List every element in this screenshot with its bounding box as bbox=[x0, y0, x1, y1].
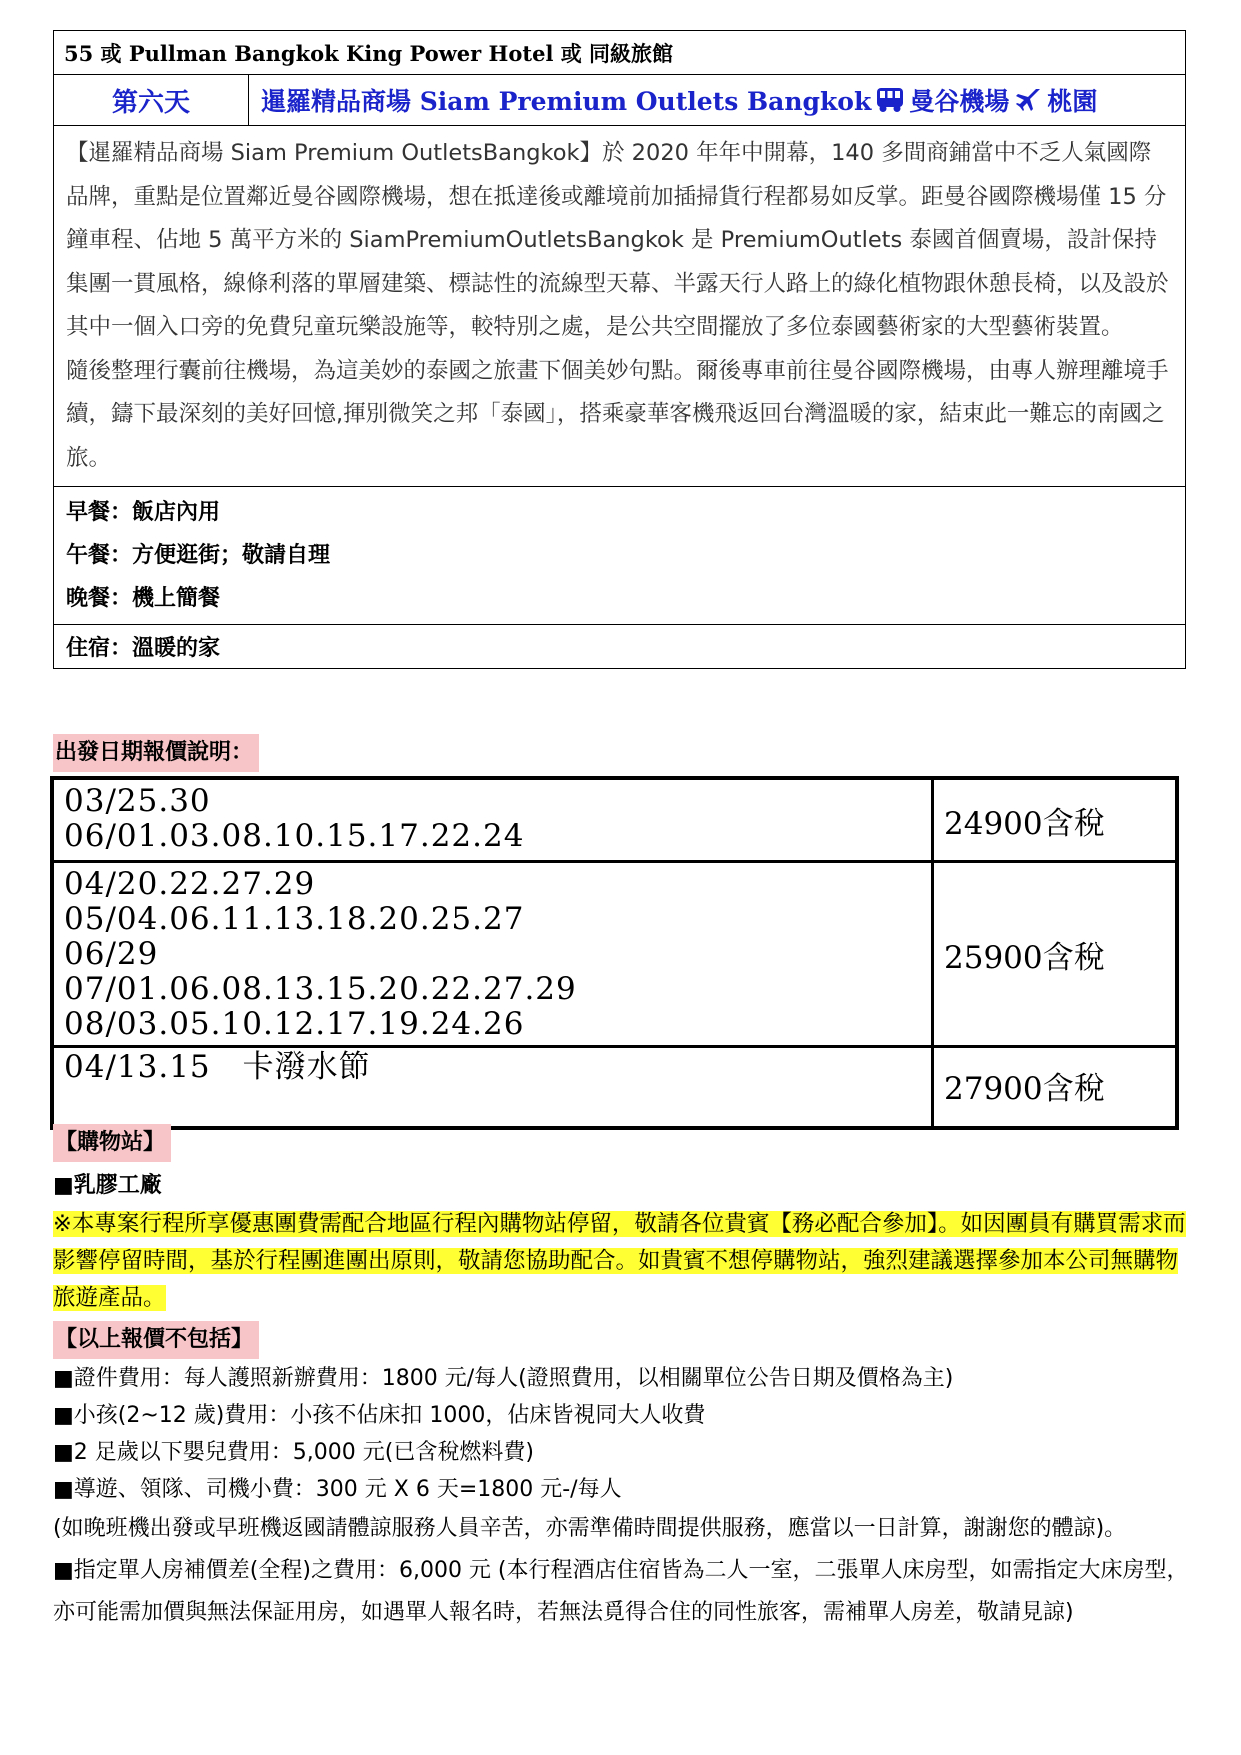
exclusion-item: ■小孩(2~12 歲)費用：小孩不佔床扣 1000，佔床皆視同大人收費 bbox=[53, 1403, 706, 1428]
date-line: 07/01.06.08.13.15.20.22.27.29 bbox=[64, 971, 577, 1007]
description-paragraph-2: 隨後整理行囊前往機場，為這美妙的泰國之旅畫下個美妙句點。爾後專車前往曼谷國際機場，由專人辦理離境手續，鑄下最深刻的美好回憶,揮別微笑之邦「泰國」，搭乘豪華客機飛返回台灣溫暖的家，結束此一難忘的南國之旅。 bbox=[66, 357, 1169, 471]
shopping-item: ■乳膠工廠 bbox=[53, 1173, 162, 1198]
day-row bbox=[54, 75, 1185, 126]
pricing-heading-text: 出發日期報價說明： bbox=[53, 734, 259, 772]
breakfast-text: 早餐：飯店內用 bbox=[66, 500, 221, 525]
exclusions-heading bbox=[53, 1321, 259, 1359]
shopping-heading bbox=[53, 1124, 171, 1162]
meals-row bbox=[54, 487, 1185, 625]
price-value: 27900含稅 bbox=[944, 1071, 1105, 1107]
description-paragraph-1: 【暹羅精品商場 Siam Premium OutletsBangkok】於 2020 年年中開幕，140 多間商鋪當中不乏人氣國際品牌，重點是位置鄰近曼谷國際機場，想在抵達後或離境前加插掃貨行程都易如反掌。距曼谷國際機場僅 15 分鐘車程、佔地 5 萬平方米的 SiamPremiumOutletsBangkok 是 PremiumOutlets 泰國首個賣場，設計保持集團一貫風格，線條利落的單層建築、標誌性的流線型天幕、半露天行人路上的綠化植物跟休憩長椅，以及設於其中一個入口旁的免費兒童玩樂設施等，較特別之處，是公共空間擺放了多位泰國藝術家的大型藝術裝置。 bbox=[66, 140, 1169, 340]
exclusions-list bbox=[53, 1360, 1203, 1634]
shopping-heading-text: 【購物站】 bbox=[53, 1124, 171, 1162]
date-line: 08/03.05.10.12.17.19.24.26 bbox=[64, 1006, 525, 1042]
price-value: 25900含稅 bbox=[944, 939, 1105, 976]
bus-icon bbox=[875, 86, 905, 114]
lunch-text: 午餐：方便逛街；敬請自理 bbox=[66, 543, 331, 568]
day-title-part1: 暹羅精品商場 Siam Premium Outlets Bangkok bbox=[261, 87, 872, 116]
date-line: 04/20.22.27.29 bbox=[64, 866, 316, 902]
shopping-note bbox=[53, 1206, 1193, 1317]
stay-text: 住宿：溫暖的家 bbox=[66, 636, 221, 661]
itinerary-table bbox=[53, 30, 1186, 669]
price-value: 24900含稅 bbox=[944, 805, 1105, 842]
hotel-text: 55 或 Pullman Bangkok King Power Hotel 或 同級旅館 bbox=[64, 40, 674, 66]
date-line: 05/04.06.11.13.18.20.25.27 bbox=[64, 901, 525, 937]
day-label: 第六天 bbox=[54, 75, 249, 125]
price-dates bbox=[54, 1048, 934, 1126]
day-description bbox=[54, 126, 1185, 487]
airplane-icon bbox=[1013, 86, 1043, 114]
pricing-table bbox=[50, 776, 1179, 1130]
price-row bbox=[54, 780, 1175, 863]
price-dates bbox=[54, 780, 934, 860]
exclusion-note: (如晚班機出發或早班機返國請體諒服務人員辛苦，亦需準備時間提供服務，應當以一日計算，謝謝您的體諒)。 bbox=[53, 1516, 1127, 1541]
shopping-note-text: ※本專案行程所享優惠團費需配合地區行程內購物站停留，敬請各位貴賓【務必配合參加】。如因團員有購買需求而影響停留時間，基於行程團進團出原則，敬請您協助配合。如貴賓不想停購物站，強烈建議選擇參加本公司無購物旅遊產品。 bbox=[53, 1211, 1186, 1311]
dinner-text: 晚餐：機上簡餐 bbox=[66, 586, 221, 611]
date-line: 06/01.03.08.10.15.17.22.24 bbox=[64, 818, 525, 854]
price-row bbox=[54, 1048, 1175, 1126]
hotel-row bbox=[54, 31, 1185, 75]
day-title-part2: 曼谷機場 bbox=[909, 87, 1010, 116]
stay-row bbox=[54, 625, 1185, 668]
pricing-heading bbox=[53, 734, 259, 772]
price-row bbox=[54, 863, 1175, 1048]
day-title bbox=[249, 75, 1185, 125]
exclusion-item: ■導遊、領隊、司機小費：300 元 X 6 天=1800 元-/每人 bbox=[53, 1477, 622, 1502]
exclusions-heading-text: 【以上報價不包括】 bbox=[53, 1321, 259, 1359]
day-title-part3: 桃園 bbox=[1047, 87, 1098, 116]
exclusion-item: ■證件費用：每人護照新辦費用：1800 元/每人(證照費用，以相關單位公告日期及價格為主) bbox=[53, 1366, 954, 1391]
date-line: 03/25.30 bbox=[64, 783, 211, 819]
exclusion-item: ■2 足歲以下嬰兒費用：5,000 元(已含稅燃料費) bbox=[53, 1440, 534, 1465]
date-line: 04/13.15 卡潑水節 bbox=[64, 1049, 371, 1085]
price-dates bbox=[54, 863, 934, 1045]
exclusion-item: ■指定單人房補價差(全程)之費用：6,000 元 (本行程酒店住宿皆為二人一室，二張單人床房型，如需指定大床房型，亦可能需加價與無法保証用房，如遇單人報名時，若無法覓得合住的同性旅客，需補單人房差，敬請見諒) bbox=[53, 1558, 1189, 1625]
date-line: 06/29 bbox=[64, 936, 159, 972]
